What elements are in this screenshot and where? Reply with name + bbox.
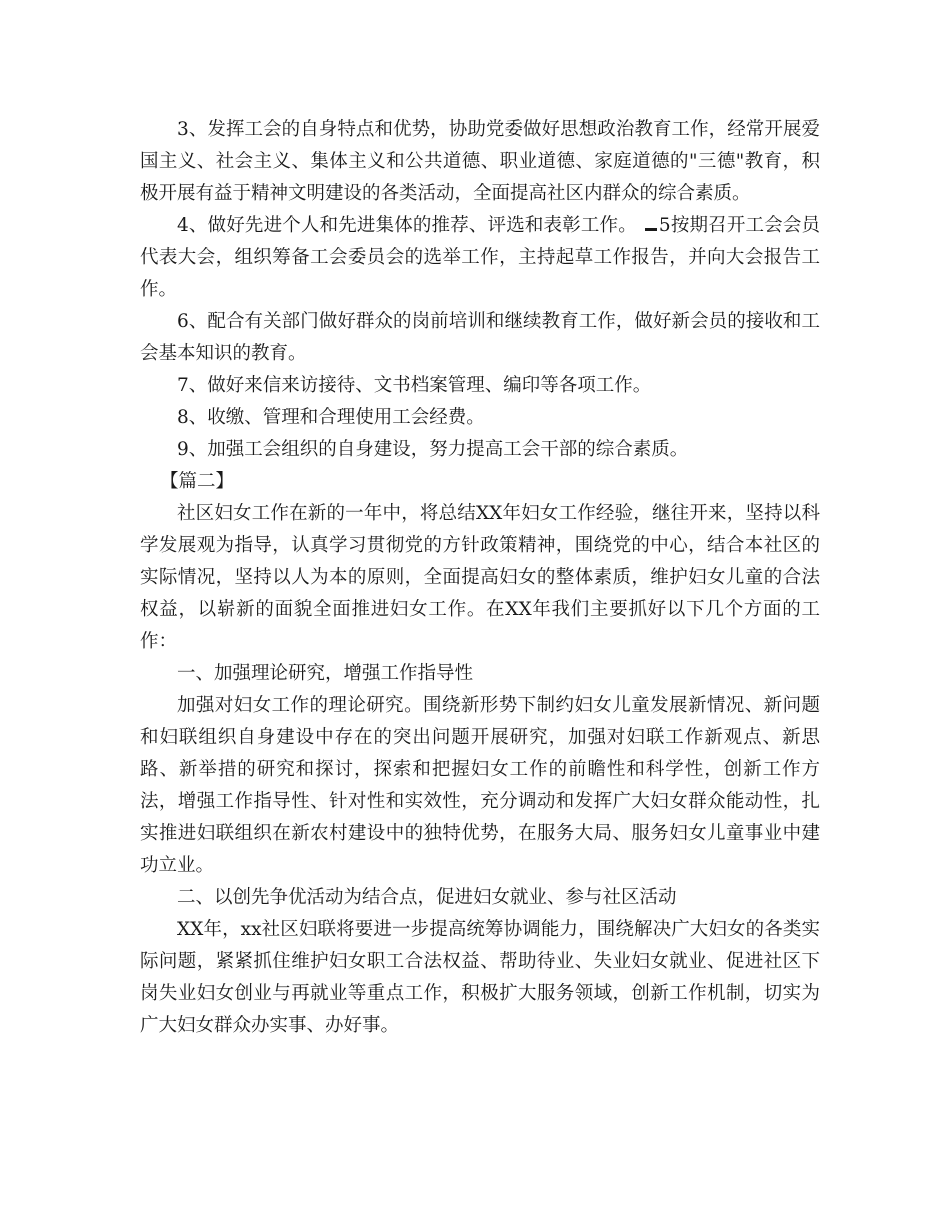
section-2-body: XX年，xx社区妇联将要进一步提高统筹协调能力，围绕解决广大妇女的各类实际问题，紧紧抓住维护妇女职工合法权益、帮助待业、失业妇女就业、促进社区下岗失业妇女创业与再就业等重点工作，积极扩大服务领域，创新工作机制，切实为广大妇女群众办实事、办好事。: [140, 919, 820, 1036]
paragraph-item-3: 3、发挥工会的自身特点和优势，协助党委做好思想政治教育工作，经常开展爱国主义、社会主义、集体主义和公共道德、职业道德、家庭道德的"三德"教育，积极开展有益于精神文明建设的各类活动，全面提高社区内群众的综合素质。: [140, 119, 820, 204]
document-page: [140, 114, 820, 1042]
paragraph-item-6: 6、配合有关部门做好群众的岗前培训和继续教育工作，做好新会员的接收和工会基本知识的教育。: [140, 311, 820, 364]
section-1-body: 加强对妇女工作的理论研究。围绕新形势下制约妇女儿童发展新情况、新问题和妇联组织自身建设中存在的突出问题开展研究，加强对妇联工作新观点、新思路、新举措的研究和探讨，探索和把握妇女工作的前瞻性和科学性，创新工作方法，增强工作指导性、针对性和实效性，充分调动和发挥广大妇女群众能动性，扎实推进妇联组织在新农村建设中的独特优势，在服务大局、服务妇女儿童事业中建功立业。: [140, 695, 820, 876]
paragraph-item-8: 8、收缴、管理和合理使用工会经费。: [177, 407, 485, 428]
paragraph-item-7: 7、做好来信来访接待、文书档案管理、编印等各项工作。: [177, 375, 652, 396]
section-1-title: 一、加强理论研究，增强工作指导性: [177, 663, 474, 684]
section-heading-part-two: 【篇二】: [160, 471, 235, 492]
paragraph-item-4-5: [140, 210, 820, 306]
paragraph-item-9: 9、加强工会组织的自身建设，努力提高工会干部的综合素质。: [177, 439, 689, 460]
section-2-title: 二、以创先争优活动为结合点，促进妇女就业、参与社区活动: [177, 887, 677, 908]
paragraph-item-4-text: 4、做好先进个人和先进集体的推荐、评选和表彰工作。: [177, 215, 637, 236]
underline-mark: [645, 228, 657, 231]
intro-paragraph: 社区妇女工作在新的一年中，将总结XX年妇女工作经验，继往开来，坚持以科学发展观为指导，认真学习贯彻党的方针政策精神，围绕党的中心，结合本社区的实际情况，坚持以人为本的原则，全面提高妇女的整体素质，维护妇女儿童的合法权益，以崭新的面貌全面推进妇女工作。在XX年我们主要抓好以下几个方面的工作：: [140, 503, 820, 652]
paragraph-item-5-text: 5按期召开工会会员代表大会，组织筹备工会委员会的选举工作，主持起草工作报告，并向大会报告工作。: [140, 215, 820, 300]
